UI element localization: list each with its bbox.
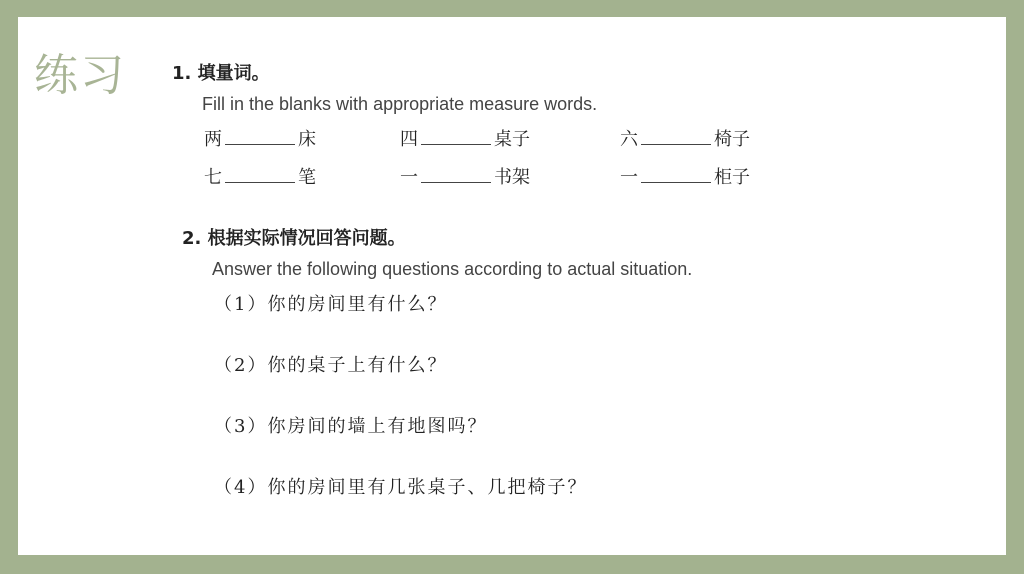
fill-item-before: 六 <box>620 129 638 150</box>
blank-line <box>641 128 711 145</box>
fill-item-before: 四 <box>400 129 418 150</box>
question: （3）你房间的墙上有地图吗？ <box>214 416 488 437</box>
fill-item-after: 柜子 <box>714 167 750 188</box>
fill-item <box>620 166 750 190</box>
question: （1）你的房间里有什么？ <box>214 294 448 315</box>
blank-line <box>421 128 491 145</box>
fill-item-after: 书架 <box>494 167 530 188</box>
blank-line <box>225 166 295 183</box>
blank-line <box>421 166 491 183</box>
fill-item-before: 一 <box>400 167 418 188</box>
section2-instruction: Answer the following questions according to actual situation. <box>212 259 693 279</box>
fill-item-after: 床 <box>298 129 316 150</box>
slide-title: 练习 <box>34 50 126 101</box>
fill-item-before: 七 <box>204 167 222 188</box>
question: （2）你的桌子上有什么？ <box>214 355 448 376</box>
fill-item-after: 椅子 <box>714 129 750 150</box>
fill-item-before: 一 <box>620 167 638 188</box>
fill-item-before: 两 <box>204 129 222 150</box>
section1-instruction: Fill in the blanks with appropriate measure words. <box>202 94 598 114</box>
blank-line <box>641 166 711 183</box>
fill-item-after: 桌子 <box>494 129 530 150</box>
section2-heading: 2. 根据实际情况回答问题。 <box>182 228 406 249</box>
fill-item <box>204 128 316 152</box>
question: （4）你的房间里有几张桌子、几把椅子？ <box>214 477 588 498</box>
fill-item <box>204 166 316 190</box>
blank-line <box>225 128 295 145</box>
fill-item-after: 笔 <box>298 167 316 188</box>
fill-item <box>400 128 530 152</box>
fill-item <box>400 166 530 190</box>
fill-item <box>620 128 750 152</box>
section1-heading: 1. 填量词。 <box>172 63 270 84</box>
